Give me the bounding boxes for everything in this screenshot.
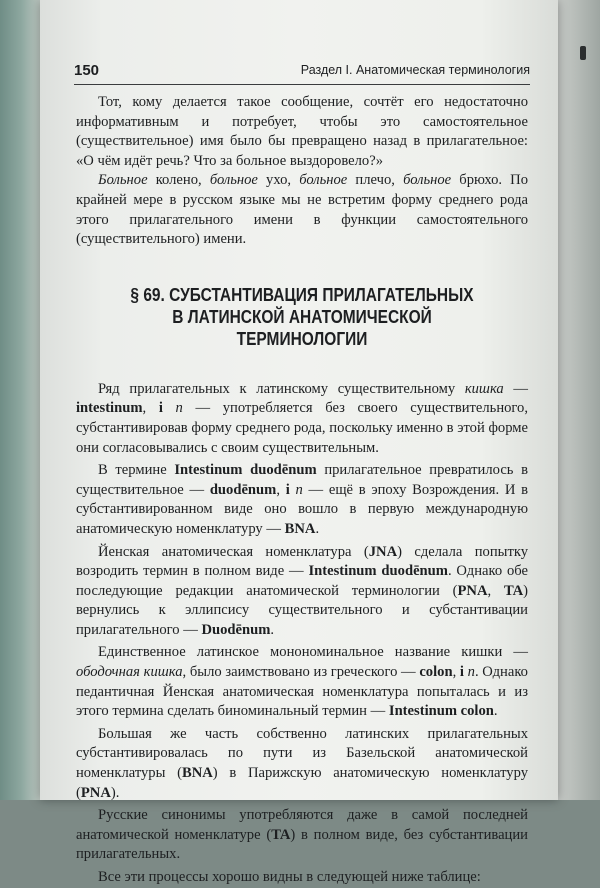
text-run: . Однако обе последующие редакции анатомической терминологии ( [76, 563, 528, 599]
text-run: плечо, [347, 172, 404, 189]
latin-term: BNA [181, 765, 213, 782]
body-paragraph-4 [76, 643, 528, 721]
body-paragraph-7 [76, 868, 528, 888]
text-run: Йенская анатомическая номенклатура ( [98, 543, 369, 560]
section-heading [108, 284, 497, 350]
latin-term: i [285, 481, 290, 498]
text-run: Ряд прилагательных к латинскому существительному [98, 380, 465, 397]
text-run: . Однако педантичная Йенская анатомическая номенклатура попыталась и из этого термина сделать биноминальный термин — [76, 664, 528, 720]
latin-term: Intestinum colon [388, 703, 494, 720]
text-run: Все эти процессы хорошо видны в следующей ниже таблице: [98, 869, 481, 885]
body-paragraph-6 [76, 806, 528, 865]
emphasis: больное [209, 172, 258, 189]
emphasis: Больное [98, 172, 148, 189]
latin-term: TA [503, 582, 524, 599]
text-run: прилагательное превратилось в существительное — [76, 462, 529, 498]
text-run: Большая же часть собственно латинских прилагательных субстантивировалась по пути из Базельской анатомической номенклатуры ( [76, 725, 528, 782]
text-run: ухо, [257, 172, 300, 189]
latin-term: TA [271, 826, 291, 843]
latin-term: Intestinum duodēnum [174, 462, 317, 479]
latin-term: PNA [80, 784, 111, 801]
text-run: ) сделала попытку возродить термин в полном виде — [76, 543, 529, 580]
latin-term: BNA [284, 520, 316, 537]
emphasis: больное [299, 172, 348, 189]
text-run: , было заимствовано из греческого — [182, 664, 420, 681]
text-run: , [276, 481, 286, 498]
latin-term: i [459, 664, 464, 681]
page-edge-mark-icon [580, 46, 586, 60]
text-run: . [270, 621, 275, 638]
text-run: колено, [147, 172, 210, 189]
section-heading-line-1: § 69. СУБСТАНТИВАЦИЯ ПРИЛАГАТЕЛЬНЫХ [130, 284, 474, 305]
intro-paragraph-1: Тот, кому делается такое сообщение, сочтёт его недостаточно информативным и потребует, чтобы это самостоятельное (существительное) имя было бы превращено назад в прилагательное: «О чём идёт речь? Что за больное выздоровело?» [76, 94, 528, 169]
text-run: — ещё в эпоху Возрождения. И в субстантивированном виде оно вошло в первую международную анатомическую номенклатуру — [76, 481, 528, 537]
body-paragraph-2 [76, 461, 528, 539]
text-run: брюхо. По крайней мере в русском языке мы не встретим форму среднего рода этого прилагательного имени в функции самостоятельного (существительного) имени. [76, 172, 529, 248]
body-paragraph-5 [76, 725, 528, 803]
page-content [76, 93, 528, 888]
latin-term: PNA [457, 582, 488, 599]
text-run: Единственное латинское монономинальное название кишки — [98, 644, 528, 661]
emphasis: n [295, 481, 303, 498]
body-paragraph-3 [76, 543, 528, 641]
book-page [40, 0, 558, 885]
text-run: , [452, 664, 460, 681]
text-run: — [503, 380, 528, 397]
latin-term: duodēnum [209, 481, 277, 498]
body-paragraph-1 [76, 380, 528, 458]
page-header [74, 58, 530, 85]
text-run: — употребляется без своего существительного, субстантивировав форму среднего рода, поскольку именно в этой форме они согласовывались с своим существительным. [76, 400, 528, 456]
text-run: , [142, 400, 159, 417]
text-run: , [487, 582, 504, 599]
intro-paragraph-2 [76, 171, 528, 249]
emphasis: n [467, 664, 475, 681]
text-run: ) вернулись к эллипсису существительного и субстантивации прилагательного — [76, 582, 529, 638]
text-run: ) в Парижскую анатомическую номенклатуру ( [76, 765, 528, 801]
emphasis: больное [403, 172, 452, 189]
latin-term: Intestinum duodēnum [308, 563, 448, 580]
text-run: В термине [98, 462, 175, 479]
emphasis: ободочная кишка [76, 664, 183, 681]
emphasis: n [175, 400, 183, 417]
latin-term: intestinum [76, 400, 143, 417]
text-run: . [315, 520, 320, 537]
text-run: ). [110, 784, 120, 801]
emphasis: кишка [464, 380, 504, 397]
section-heading-line-3: ТЕРМИНОЛОГИИ [236, 328, 368, 349]
latin-term: i [158, 400, 163, 417]
text-run: Русские синонимы употребляются даже в самой последней анатомической номенклатуре ( [76, 807, 528, 843]
text-run [163, 400, 176, 416]
running-head: Раздел I. Анатомическая терминология [300, 63, 530, 77]
text-run: . [493, 703, 498, 720]
latin-term: Duodēnum [201, 621, 271, 638]
section-heading-line-2: В ЛАТИНСКОЙ АНАТОМИЧЕСКОЙ [172, 306, 432, 327]
latin-term: colon [419, 664, 453, 681]
text-run: ) в полном виде, без субстантивации прилагательных. [76, 826, 528, 863]
latin-term: JNA [368, 543, 398, 560]
page-number: 150 [74, 62, 100, 79]
